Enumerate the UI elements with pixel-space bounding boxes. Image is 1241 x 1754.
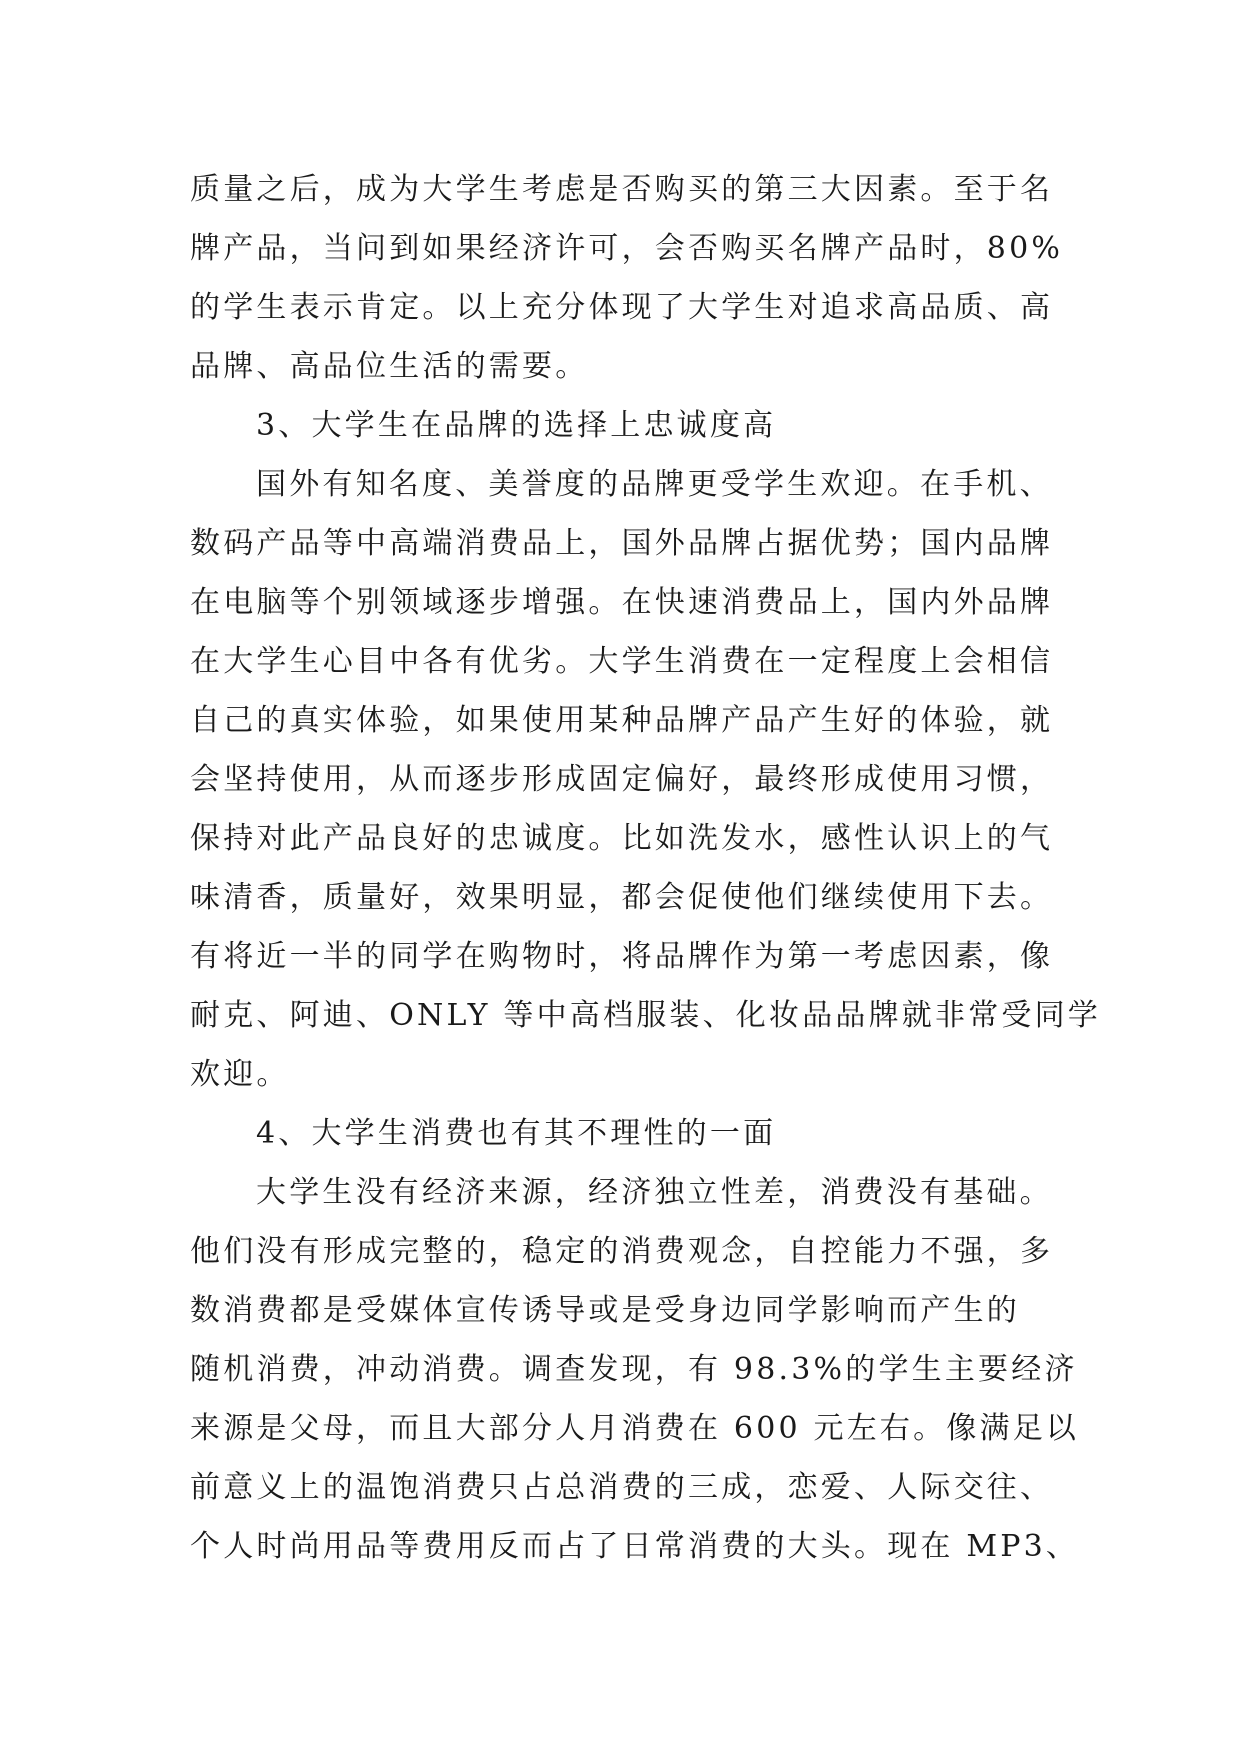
- text-line: 品牌、高品位生活的需要。: [190, 349, 589, 384]
- text-line: 来源是父母，而且大部分人月消费在 600 元左右。像满足以: [190, 1411, 1080, 1446]
- text-line: 数码产品等中高端消费品上，国外品牌占据优势；国内品牌: [190, 526, 1054, 561]
- body-text: [190, 160, 1101, 1576]
- paragraph-start: 大学生没有经济来源，经济独立性差，消费没有基础。: [256, 1175, 1053, 1210]
- text-line: 前意义上的温饱消费只占总消费的三成，恋爱、人际交往、: [190, 1470, 1054, 1505]
- text-line: 会坚持使用，从而逐步形成固定偏好，最终形成使用习惯，: [190, 762, 1054, 797]
- text-line: 在大学生心目中各有优劣。大学生消费在一定程度上会相信: [190, 644, 1054, 679]
- section-heading-4: 4、大学生消费也有其不理性的一面: [256, 1116, 777, 1151]
- text-line: 在电脑等个别领域逐步增强。在快速消费品上，国内外品牌: [190, 585, 1054, 620]
- text-line: 随机消费，冲动消费。调查发现，有 98.3%的学生主要经济: [190, 1352, 1078, 1387]
- text-line: 个人时尚用品等费用反而占了日常消费的大头。现在 MP3、: [190, 1529, 1080, 1564]
- text-line: 保持对此产品良好的忠诚度。比如洗发水，感性认识上的气: [190, 821, 1054, 856]
- paragraph-start: 国外有知名度、美誉度的品牌更受学生欢迎。在手机、: [256, 467, 1053, 502]
- text-line: 有将近一半的同学在购物时，将品牌作为第一考虑因素，像: [190, 939, 1054, 974]
- section-heading-3: 3、大学生在品牌的选择上忠诚度高: [256, 408, 777, 443]
- text-line: 质量之后，成为大学生考虑是否购买的第三大因素。至于名: [190, 172, 1054, 207]
- text-line: 自己的真实体验，如果使用某种品牌产品产生好的体验，就: [190, 703, 1054, 738]
- text-line: 他们没有形成完整的，稳定的消费观念，自控能力不强，多: [190, 1234, 1054, 1269]
- text-line: 味清香，质量好，效果明显，都会促使他们继续使用下去。: [190, 880, 1054, 915]
- text-line: 耐克、阿迪、ONLY 等中高档服装、化妆品品牌就非常受同学: [190, 998, 1101, 1033]
- text-line: 数消费都是受媒体宣传诱导或是受身边同学影响而产生的: [190, 1293, 1020, 1328]
- text-line: 欢迎。: [190, 1057, 290, 1092]
- text-line: 的学生表示肯定。以上充分体现了大学生对追求高品质、高: [190, 290, 1054, 325]
- text-line: 牌产品，当问到如果经济许可，会否购买名牌产品时，80%: [190, 231, 1064, 266]
